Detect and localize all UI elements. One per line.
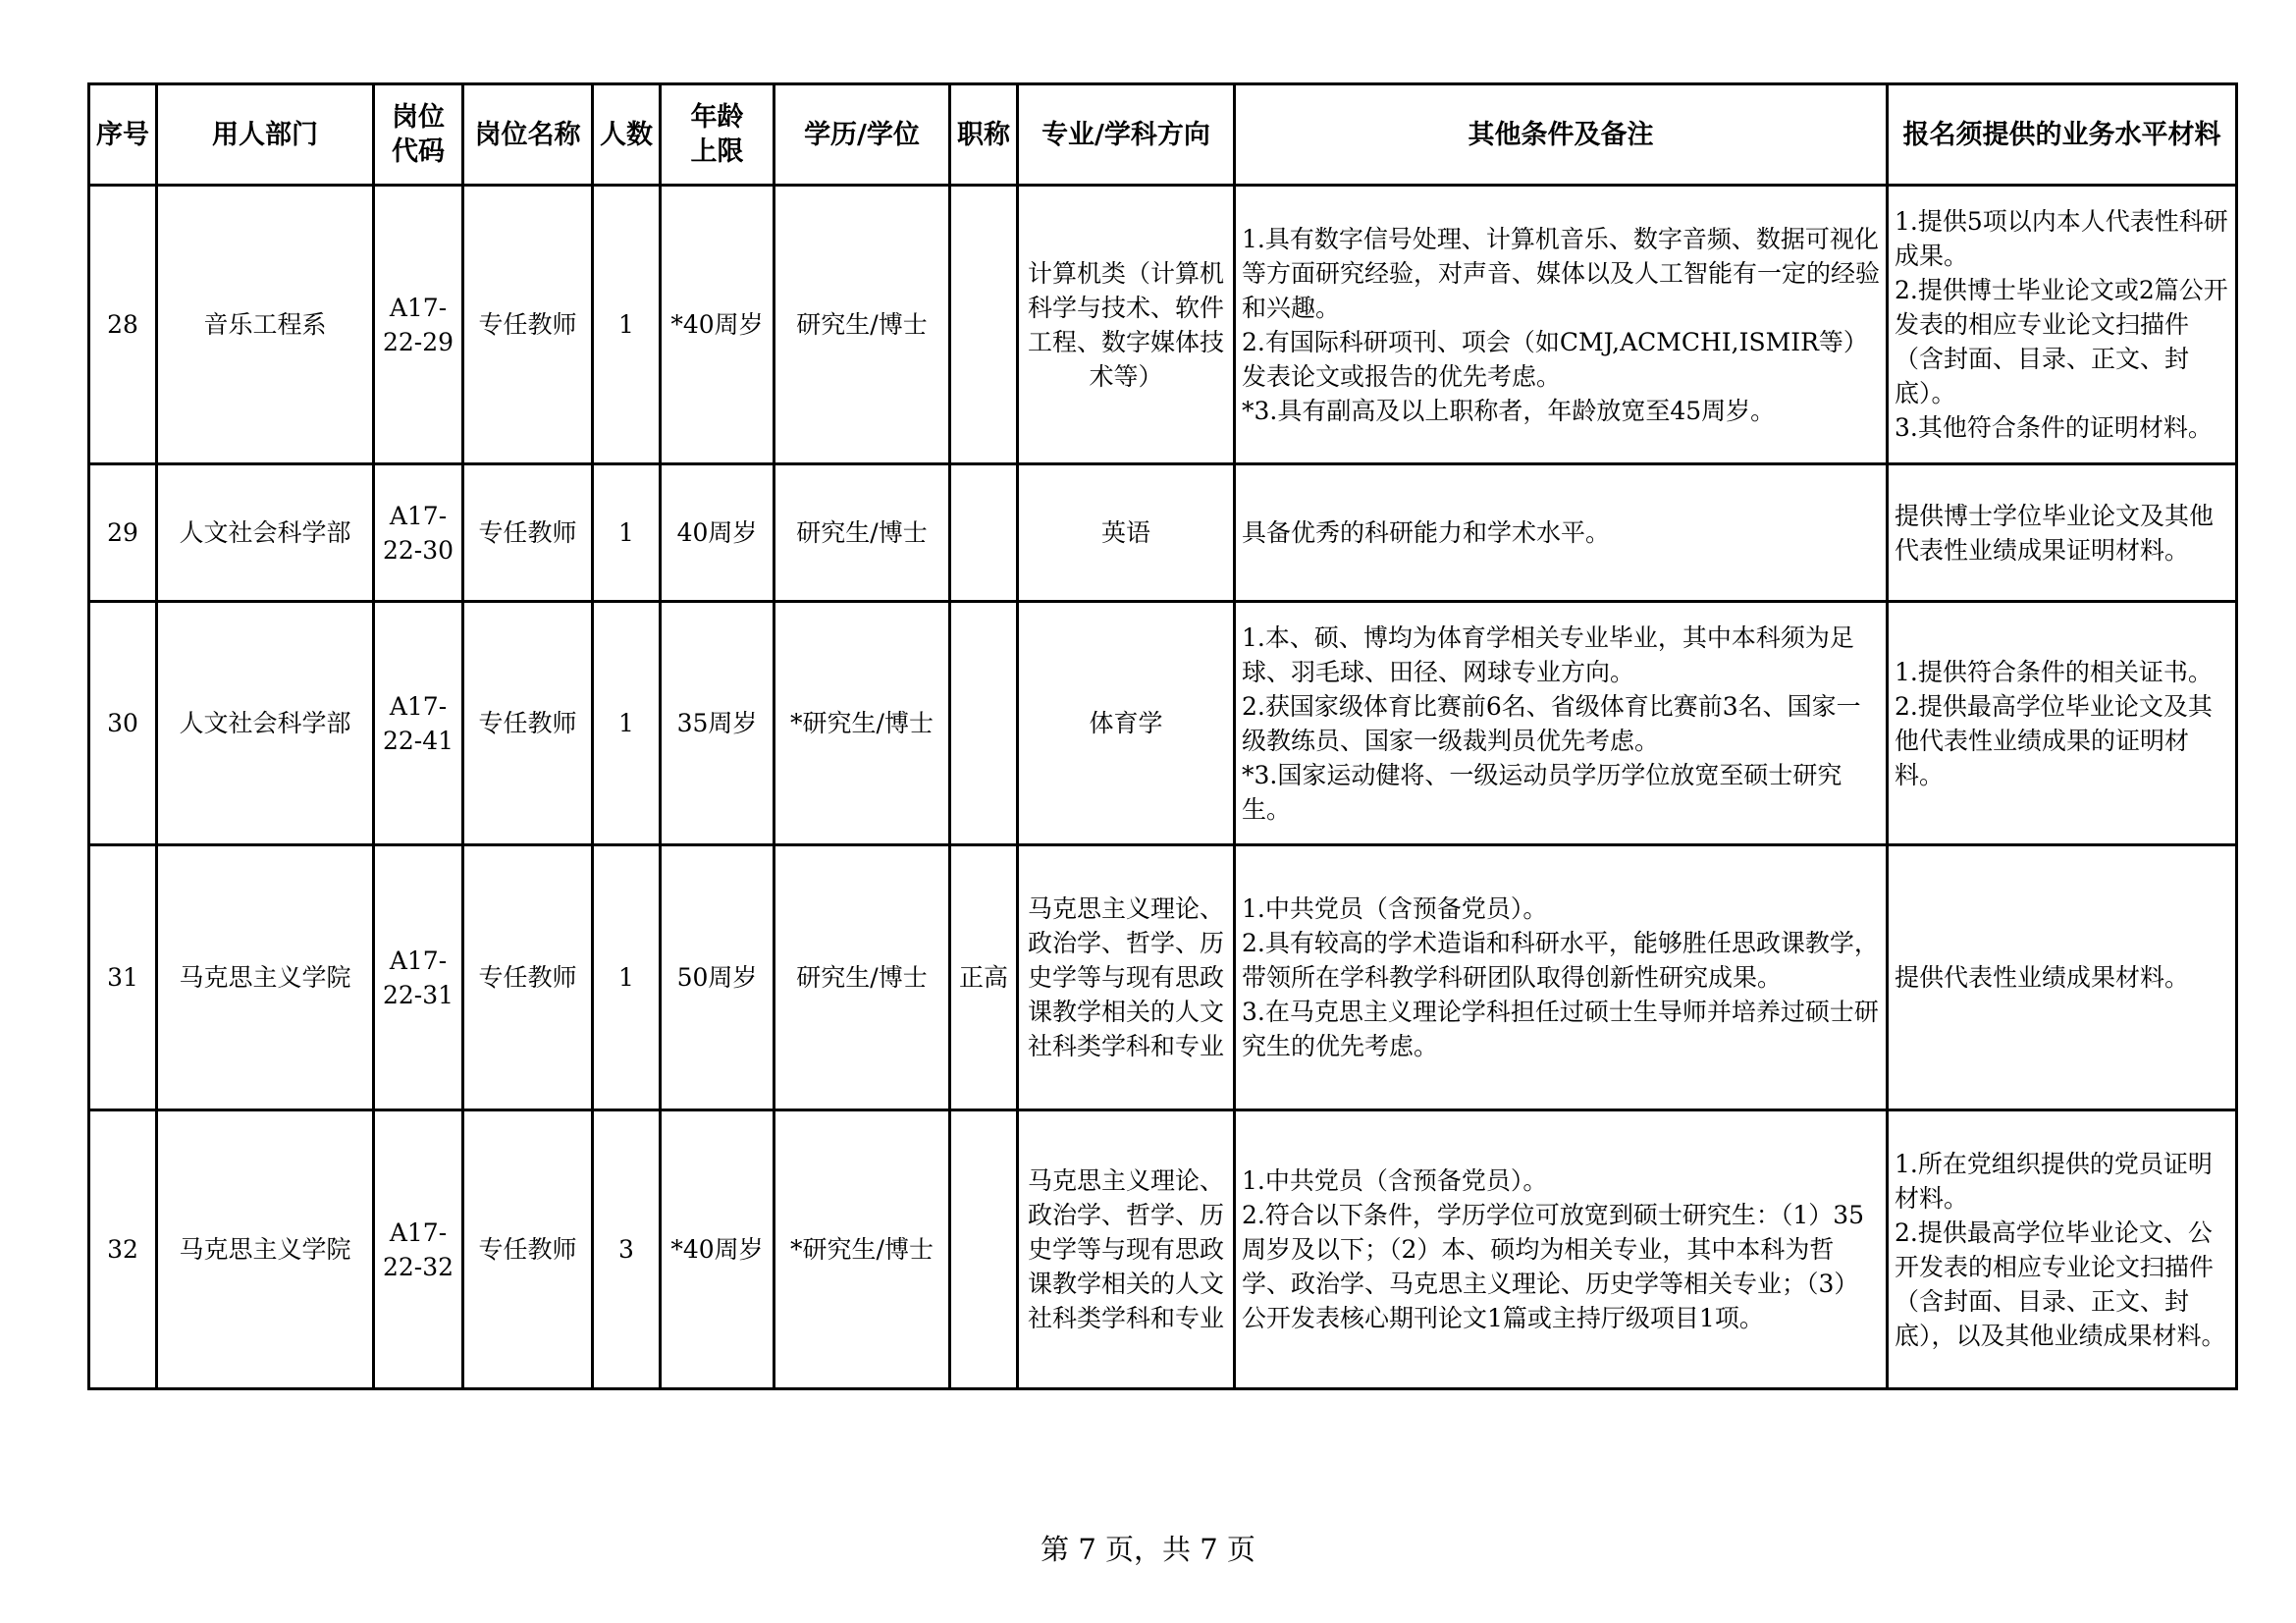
cell-edu: 研究生/博士 bbox=[774, 845, 950, 1110]
header-major: 专业/学科方向 bbox=[1018, 84, 1235, 186]
cell-code: A17- 22-29 bbox=[374, 186, 463, 464]
cell-materials: 1.提供5项以内本人代表性科研成果。 2.提供博士毕业论文或2篇公开发表的相应专业论文扫描件（含封面、目录、正文、封底）。 3.其他符合条件的证明材料。 bbox=[1888, 186, 2237, 464]
cell-age: 40周岁 bbox=[661, 464, 774, 602]
cell-code: A17- 22-31 bbox=[374, 845, 463, 1110]
cell-rank bbox=[950, 464, 1018, 602]
cell-no: 30 bbox=[89, 602, 157, 845]
header-no: 序号 bbox=[89, 84, 157, 186]
cell-title: 专任教师 bbox=[463, 602, 593, 845]
cell-edu: *研究生/博士 bbox=[774, 1110, 950, 1389]
cell-title: 专任教师 bbox=[463, 186, 593, 464]
cell-edu: 研究生/博士 bbox=[774, 464, 950, 602]
cell-age: *40周岁 bbox=[661, 1110, 774, 1389]
header-count: 人数 bbox=[593, 84, 661, 186]
table-row bbox=[89, 464, 2237, 602]
page-number: 第 7 页，共 7 页 bbox=[1041, 1533, 1255, 1566]
cell-no: 32 bbox=[89, 1110, 157, 1389]
cell-no: 31 bbox=[89, 845, 157, 1110]
cell-count: 1 bbox=[593, 602, 661, 845]
cell-title: 专任教师 bbox=[463, 1110, 593, 1389]
cell-no: 28 bbox=[89, 186, 157, 464]
cell-count: 1 bbox=[593, 464, 661, 602]
cell-no: 29 bbox=[89, 464, 157, 602]
cell-count: 1 bbox=[593, 845, 661, 1110]
cell-edu: *研究生/博士 bbox=[774, 602, 950, 845]
cell-materials: 1.所在党组织提供的党员证明材料。 2.提供最高学位毕业论文、公开发表的相应专业论文扫描件（含封面、目录、正文、封底），以及其他业绩成果材料。 bbox=[1888, 1110, 2237, 1389]
cell-materials: 提供代表性业绩成果材料。 bbox=[1888, 845, 2237, 1110]
header-edu: 学历/学位 bbox=[774, 84, 950, 186]
header-other: 其他条件及备注 bbox=[1235, 84, 1888, 186]
cell-materials: 提供博士学位毕业论文及其他代表性业绩成果证明材料。 bbox=[1888, 464, 2237, 602]
cell-major: 体育学 bbox=[1018, 602, 1235, 845]
cell-count: 1 bbox=[593, 186, 661, 464]
cell-dept: 马克思主义学院 bbox=[157, 1110, 374, 1389]
cell-other: 1.中共党员（含预备党员）。 2.具有较高的学术造诣和科研水平，能够胜任思政课教学，带领所在学科教学科研团队取得创新性研究成果。 3.在马克思主义理论学科担任过硕士生导师并培养过硕士研究生的优先考虑。 bbox=[1235, 845, 1888, 1110]
table-row bbox=[89, 186, 2237, 464]
table-row bbox=[89, 845, 2237, 1110]
cell-other: 具备优秀的科研能力和学术水平。 bbox=[1235, 464, 1888, 602]
cell-major: 马克思主义理论、政治学、哲学、历史学等与现有思政课教学相关的人文社科类学科和专业 bbox=[1018, 1110, 1235, 1389]
cell-materials: 1.提供符合条件的相关证书。 2.提供最高学位毕业论文及其他代表性业绩成果的证明材料。 bbox=[1888, 602, 2237, 845]
cell-code: A17- 22-30 bbox=[374, 464, 463, 602]
header-title: 岗位名称 bbox=[463, 84, 593, 186]
cell-dept: 人文社会科学部 bbox=[157, 464, 374, 602]
header-rank: 职称 bbox=[950, 84, 1018, 186]
cell-major: 马克思主义理论、政治学、哲学、历史学等与现有思政课教学相关的人文社科类学科和专业 bbox=[1018, 845, 1235, 1110]
cell-age: *40周岁 bbox=[661, 186, 774, 464]
header-code: 岗位 代码 bbox=[374, 84, 463, 186]
header-materials: 报名须提供的业务水平材料 bbox=[1888, 84, 2237, 186]
cell-other: 1.中共党员（含预备党员）。 2.符合以下条件，学历学位可放宽到硕士研究生：（1）35周岁及以下；（2）本、硕均为相关专业，其中本科为哲学、政治学、马克思主义理论、历史学等相关专业；（3）公开发表核心期刊论文1篇或主持厅级项目1项。 bbox=[1235, 1110, 1888, 1389]
header-dept: 用人部门 bbox=[157, 84, 374, 186]
cell-other: 1.具有数字信号处理、计算机音乐、数字音频、数据可视化等方面研究经验，对声音、媒体以及人工智能有一定的经验和兴趣。 2.有国际科研项刊、项会（如CMJ,ACMCHI,ISMIR等）发表论文或报告的优先考虑。 *3.具有副高及以上职称者，年龄放宽至45周岁。 bbox=[1235, 186, 1888, 464]
cell-rank bbox=[950, 1110, 1018, 1389]
cell-dept: 人文社会科学部 bbox=[157, 602, 374, 845]
header-age: 年龄 上限 bbox=[661, 84, 774, 186]
cell-edu: 研究生/博士 bbox=[774, 186, 950, 464]
cell-rank bbox=[950, 602, 1018, 845]
cell-age: 35周岁 bbox=[661, 602, 774, 845]
cell-dept: 马克思主义学院 bbox=[157, 845, 374, 1110]
cell-age: 50周岁 bbox=[661, 845, 774, 1110]
table-row bbox=[89, 1110, 2237, 1389]
cell-dept: 音乐工程系 bbox=[157, 186, 374, 464]
cell-major: 计算机类（计算机科学与技术、软件工程、数字媒体技术等） bbox=[1018, 186, 1235, 464]
cell-title: 专任教师 bbox=[463, 464, 593, 602]
recruitment-table bbox=[87, 82, 2238, 1390]
cell-count: 3 bbox=[593, 1110, 661, 1389]
cell-title: 专任教师 bbox=[463, 845, 593, 1110]
cell-code: A17- 22-41 bbox=[374, 602, 463, 845]
table-row bbox=[89, 602, 2237, 845]
recruitment-table-wrapper bbox=[87, 82, 2235, 1390]
cell-rank bbox=[950, 186, 1018, 464]
cell-code: A17- 22-32 bbox=[374, 1110, 463, 1389]
header-row bbox=[89, 84, 2237, 186]
cell-rank: 正高 bbox=[950, 845, 1018, 1110]
cell-other: 1.本、硕、博均为体育学相关专业毕业，其中本科须为足球、羽毛球、田径、网球专业方向。 2.获国家级体育比赛前6名、省级体育比赛前3名、国家一级教练员、国家一级裁判员优先考虑。 *3.国家运动健将、一级运动员学历学位放宽至硕士研究生。 bbox=[1235, 602, 1888, 845]
cell-major: 英语 bbox=[1018, 464, 1235, 602]
